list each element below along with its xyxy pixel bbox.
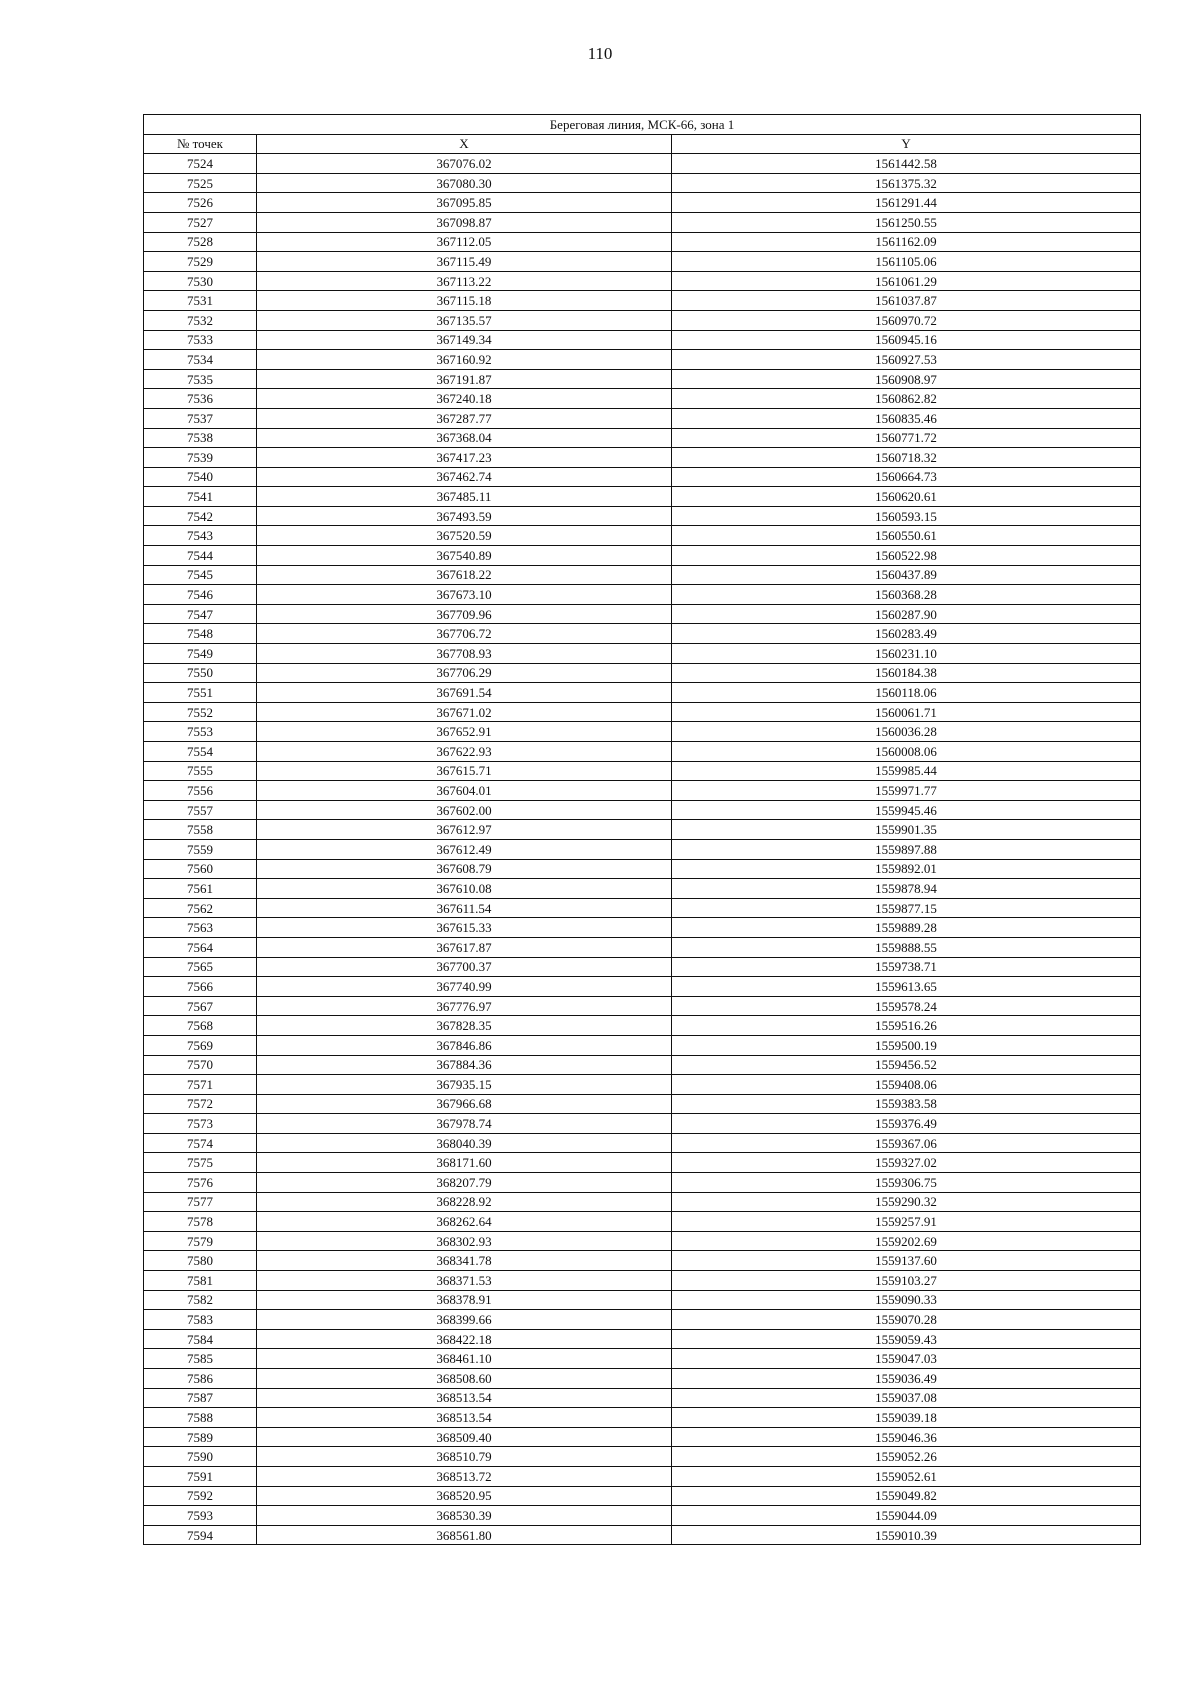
y-coordinate-cell: 1560118.06	[672, 683, 1141, 703]
y-coordinate-cell: 1559367.06	[672, 1133, 1141, 1153]
x-coordinate-cell: 367608.79	[257, 859, 672, 879]
y-coordinate-cell: 1559500.19	[672, 1035, 1141, 1055]
point-number-cell: 7550	[144, 663, 257, 683]
table-row	[144, 1114, 1141, 1134]
x-coordinate-cell: 367115.18	[257, 291, 672, 311]
x-coordinate-cell: 367493.59	[257, 506, 672, 526]
y-coordinate-cell: 1560283.49	[672, 624, 1141, 644]
point-number-cell: 7538	[144, 428, 257, 448]
x-coordinate-cell: 367612.49	[257, 839, 672, 859]
x-coordinate-cell: 367113.22	[257, 271, 672, 291]
y-coordinate-cell: 1561291.44	[672, 193, 1141, 213]
table-row	[144, 1133, 1141, 1153]
y-coordinate-cell: 1560718.32	[672, 448, 1141, 468]
x-coordinate-cell: 367615.71	[257, 761, 672, 781]
point-number-cell: 7549	[144, 644, 257, 664]
y-coordinate-cell: 1560593.15	[672, 506, 1141, 526]
point-number-cell: 7592	[144, 1486, 257, 1506]
x-coordinate-cell: 367520.59	[257, 526, 672, 546]
point-number-cell: 7569	[144, 1035, 257, 1055]
x-coordinate-cell: 367604.01	[257, 781, 672, 801]
point-number-cell: 7559	[144, 839, 257, 859]
x-coordinate-cell: 367652.91	[257, 722, 672, 742]
y-coordinate-cell: 1561037.87	[672, 291, 1141, 311]
x-coordinate-cell: 367828.35	[257, 1016, 672, 1036]
table-row	[144, 291, 1141, 311]
x-coordinate-cell: 368399.66	[257, 1310, 672, 1330]
x-coordinate-cell: 367776.97	[257, 996, 672, 1016]
x-coordinate-cell: 367149.34	[257, 330, 672, 350]
y-coordinate-cell: 1559613.65	[672, 977, 1141, 997]
y-coordinate-cell: 1561442.58	[672, 154, 1141, 174]
y-coordinate-cell: 1560862.82	[672, 389, 1141, 409]
y-coordinate-cell: 1559945.46	[672, 800, 1141, 820]
table-row	[144, 859, 1141, 879]
table-caption: Береговая линия, МСК-66, зона 1	[144, 115, 1141, 135]
table-row	[144, 1016, 1141, 1036]
x-coordinate-cell: 368508.60	[257, 1369, 672, 1389]
table-row	[144, 1329, 1141, 1349]
y-coordinate-cell: 1559010.39	[672, 1525, 1141, 1545]
table-row	[144, 898, 1141, 918]
coordinates-table	[143, 114, 1141, 1545]
point-number-cell: 7531	[144, 291, 257, 311]
x-coordinate-cell: 367615.33	[257, 918, 672, 938]
y-coordinate-cell: 1560231.10	[672, 644, 1141, 664]
table-row	[144, 1251, 1141, 1271]
page-number: 110	[587, 44, 613, 63]
y-coordinate-cell: 1559037.08	[672, 1388, 1141, 1408]
table-row	[144, 1447, 1141, 1467]
table-row	[144, 604, 1141, 624]
y-coordinate-cell: 1559306.75	[672, 1173, 1141, 1193]
y-coordinate-cell: 1561162.09	[672, 232, 1141, 252]
y-coordinate-cell: 1560908.97	[672, 369, 1141, 389]
table-row	[144, 1310, 1141, 1330]
x-coordinate-cell: 367112.05	[257, 232, 672, 252]
y-coordinate-cell: 1559738.71	[672, 957, 1141, 977]
point-number-cell: 7580	[144, 1251, 257, 1271]
table-row	[144, 957, 1141, 977]
x-coordinate-cell: 367884.36	[257, 1055, 672, 1075]
x-coordinate-cell: 368171.60	[257, 1153, 672, 1173]
x-coordinate-cell: 367709.96	[257, 604, 672, 624]
point-number-cell: 7587	[144, 1388, 257, 1408]
point-number-cell: 7558	[144, 820, 257, 840]
y-coordinate-cell: 1559578.24	[672, 996, 1141, 1016]
table-row	[144, 761, 1141, 781]
table-row	[144, 1506, 1141, 1526]
x-coordinate-cell: 367417.23	[257, 448, 672, 468]
x-coordinate-cell: 367368.04	[257, 428, 672, 448]
table-row	[144, 1427, 1141, 1447]
table-row	[144, 506, 1141, 526]
x-coordinate-cell: 368561.80	[257, 1525, 672, 1545]
x-coordinate-cell: 367978.74	[257, 1114, 672, 1134]
point-number-cell: 7536	[144, 389, 257, 409]
table-row	[144, 369, 1141, 389]
point-number-cell: 7583	[144, 1310, 257, 1330]
point-number-cell: 7581	[144, 1271, 257, 1291]
table-row	[144, 1212, 1141, 1232]
y-coordinate-cell: 1560664.73	[672, 467, 1141, 487]
x-coordinate-cell: 367098.87	[257, 212, 672, 232]
point-number-cell: 7543	[144, 526, 257, 546]
x-coordinate-cell: 367076.02	[257, 154, 672, 174]
x-coordinate-cell: 368513.72	[257, 1466, 672, 1486]
table-row	[144, 644, 1141, 664]
x-coordinate-cell: 367080.30	[257, 173, 672, 193]
table-row	[144, 487, 1141, 507]
y-coordinate-cell: 1559039.18	[672, 1408, 1141, 1428]
table-row	[144, 408, 1141, 428]
table-row	[144, 1192, 1141, 1212]
y-coordinate-cell: 1559070.28	[672, 1310, 1141, 1330]
y-coordinate-cell: 1559036.49	[672, 1369, 1141, 1389]
table-row	[144, 996, 1141, 1016]
point-number-cell: 7585	[144, 1349, 257, 1369]
y-coordinate-cell: 1559103.27	[672, 1271, 1141, 1291]
point-number-cell: 7552	[144, 702, 257, 722]
table-row	[144, 350, 1141, 370]
point-number-cell: 7539	[144, 448, 257, 468]
table-row	[144, 389, 1141, 409]
x-coordinate-cell: 368262.64	[257, 1212, 672, 1232]
table-row	[144, 781, 1141, 801]
y-coordinate-cell: 1559046.36	[672, 1427, 1141, 1447]
table-row	[144, 1466, 1141, 1486]
column-header-y: Y	[672, 134, 1141, 154]
table-row	[144, 1486, 1141, 1506]
y-coordinate-cell: 1559383.58	[672, 1094, 1141, 1114]
x-coordinate-cell: 368510.79	[257, 1447, 672, 1467]
table-row	[144, 722, 1141, 742]
y-coordinate-cell: 1560036.28	[672, 722, 1141, 742]
y-coordinate-cell: 1560945.16	[672, 330, 1141, 350]
point-number-cell: 7530	[144, 271, 257, 291]
table-row	[144, 1408, 1141, 1428]
table-row	[144, 839, 1141, 859]
y-coordinate-cell: 1559888.55	[672, 937, 1141, 957]
point-number-cell: 7556	[144, 781, 257, 801]
x-coordinate-cell: 367160.92	[257, 350, 672, 370]
table-row	[144, 271, 1141, 291]
point-number-cell: 7574	[144, 1133, 257, 1153]
table-row	[144, 1075, 1141, 1095]
point-number-cell: 7567	[144, 996, 257, 1016]
y-coordinate-cell: 1559878.94	[672, 879, 1141, 899]
table-row	[144, 1055, 1141, 1075]
y-coordinate-cell: 1559327.02	[672, 1153, 1141, 1173]
table-row	[144, 800, 1141, 820]
table-row	[144, 1153, 1141, 1173]
point-number-cell: 7532	[144, 310, 257, 330]
x-coordinate-cell: 368520.95	[257, 1486, 672, 1506]
point-number-cell: 7524	[144, 154, 257, 174]
table-row	[144, 702, 1141, 722]
y-coordinate-cell: 1559516.26	[672, 1016, 1141, 1036]
point-number-cell: 7566	[144, 977, 257, 997]
y-coordinate-cell: 1559408.06	[672, 1075, 1141, 1095]
y-coordinate-cell: 1561250.55	[672, 212, 1141, 232]
x-coordinate-cell: 367540.89	[257, 546, 672, 566]
y-coordinate-cell: 1560550.61	[672, 526, 1141, 546]
x-coordinate-cell: 367611.54	[257, 898, 672, 918]
point-number-cell: 7541	[144, 487, 257, 507]
point-number-cell: 7548	[144, 624, 257, 644]
x-coordinate-cell: 367966.68	[257, 1094, 672, 1114]
table-row	[144, 546, 1141, 566]
y-coordinate-cell: 1559052.61	[672, 1466, 1141, 1486]
x-coordinate-cell: 368040.39	[257, 1133, 672, 1153]
x-coordinate-cell: 367708.93	[257, 644, 672, 664]
table-row	[144, 1525, 1141, 1545]
point-number-cell: 7570	[144, 1055, 257, 1075]
x-coordinate-cell: 368461.10	[257, 1349, 672, 1369]
x-coordinate-cell: 367935.15	[257, 1075, 672, 1095]
point-number-cell: 7537	[144, 408, 257, 428]
point-number-cell: 7533	[144, 330, 257, 350]
table-row	[144, 585, 1141, 605]
y-coordinate-cell: 1559971.77	[672, 781, 1141, 801]
point-number-cell: 7529	[144, 252, 257, 272]
y-coordinate-cell: 1560970.72	[672, 310, 1141, 330]
point-number-cell: 7571	[144, 1075, 257, 1095]
table-row	[144, 1094, 1141, 1114]
point-number-cell: 7575	[144, 1153, 257, 1173]
y-coordinate-cell: 1560061.71	[672, 702, 1141, 722]
point-number-cell: 7588	[144, 1408, 257, 1428]
x-coordinate-cell: 367610.08	[257, 879, 672, 899]
y-coordinate-cell: 1559376.49	[672, 1114, 1141, 1134]
y-coordinate-cell: 1559877.15	[672, 898, 1141, 918]
x-coordinate-cell: 367115.49	[257, 252, 672, 272]
column-header-x: X	[257, 134, 672, 154]
y-coordinate-cell: 1560522.98	[672, 546, 1141, 566]
y-coordinate-cell: 1559290.32	[672, 1192, 1141, 1212]
x-coordinate-cell: 367191.87	[257, 369, 672, 389]
y-coordinate-cell: 1560008.06	[672, 742, 1141, 762]
x-coordinate-cell: 368228.92	[257, 1192, 672, 1212]
x-coordinate-cell: 367618.22	[257, 565, 672, 585]
y-coordinate-cell: 1559892.01	[672, 859, 1141, 879]
table-row	[144, 467, 1141, 487]
x-coordinate-cell: 367622.93	[257, 742, 672, 762]
y-coordinate-cell: 1559889.28	[672, 918, 1141, 938]
x-coordinate-cell: 367691.54	[257, 683, 672, 703]
x-coordinate-cell: 368378.91	[257, 1290, 672, 1310]
y-coordinate-cell: 1559047.03	[672, 1349, 1141, 1369]
table-row	[144, 1349, 1141, 1369]
x-coordinate-cell: 367617.87	[257, 937, 672, 957]
point-number-cell: 7572	[144, 1094, 257, 1114]
point-number-cell: 7563	[144, 918, 257, 938]
table-row	[144, 918, 1141, 938]
point-number-cell: 7528	[144, 232, 257, 252]
y-coordinate-cell: 1559137.60	[672, 1251, 1141, 1271]
table-row	[144, 1290, 1141, 1310]
point-number-cell: 7593	[144, 1506, 257, 1526]
point-number-cell: 7544	[144, 546, 257, 566]
point-number-cell: 7562	[144, 898, 257, 918]
x-coordinate-cell: 367706.72	[257, 624, 672, 644]
table-row	[144, 428, 1141, 448]
table-row	[144, 232, 1141, 252]
table-row	[144, 1173, 1141, 1193]
table-row	[144, 937, 1141, 957]
table-row	[144, 252, 1141, 272]
table-row	[144, 624, 1141, 644]
x-coordinate-cell: 368207.79	[257, 1173, 672, 1193]
table-row	[144, 879, 1141, 899]
y-coordinate-cell: 1560927.53	[672, 350, 1141, 370]
column-header-point-number: № точек	[144, 134, 257, 154]
point-number-cell: 7584	[144, 1329, 257, 1349]
x-coordinate-cell: 367671.02	[257, 702, 672, 722]
table-row	[144, 565, 1141, 585]
y-coordinate-cell: 1561375.32	[672, 173, 1141, 193]
y-coordinate-cell: 1559985.44	[672, 761, 1141, 781]
x-coordinate-cell: 368509.40	[257, 1427, 672, 1447]
point-number-cell: 7546	[144, 585, 257, 605]
x-coordinate-cell: 368513.54	[257, 1408, 672, 1428]
point-number-cell: 7557	[144, 800, 257, 820]
point-number-cell: 7573	[144, 1114, 257, 1134]
point-number-cell: 7594	[144, 1525, 257, 1545]
table-row	[144, 173, 1141, 193]
point-number-cell: 7527	[144, 212, 257, 232]
y-coordinate-cell: 1560620.61	[672, 487, 1141, 507]
x-coordinate-cell: 367602.00	[257, 800, 672, 820]
x-coordinate-cell: 368371.53	[257, 1271, 672, 1291]
x-coordinate-cell: 367673.10	[257, 585, 672, 605]
table-row	[144, 330, 1141, 350]
point-number-cell: 7565	[144, 957, 257, 977]
y-coordinate-cell: 1559456.52	[672, 1055, 1141, 1075]
table-row	[144, 820, 1141, 840]
point-number-cell: 7547	[144, 604, 257, 624]
point-number-cell: 7561	[144, 879, 257, 899]
point-number-cell: 7578	[144, 1212, 257, 1232]
table-caption-row	[144, 115, 1141, 135]
x-coordinate-cell: 367700.37	[257, 957, 672, 977]
table-row	[144, 1035, 1141, 1055]
table-row	[144, 1271, 1141, 1291]
table-row	[144, 1369, 1141, 1389]
y-coordinate-cell: 1560771.72	[672, 428, 1141, 448]
x-coordinate-cell: 367287.77	[257, 408, 672, 428]
point-number-cell: 7577	[144, 1192, 257, 1212]
table-row	[144, 310, 1141, 330]
y-coordinate-cell: 1559049.82	[672, 1486, 1141, 1506]
point-number-cell: 7568	[144, 1016, 257, 1036]
table-row	[144, 526, 1141, 546]
table-body	[144, 154, 1141, 1545]
point-number-cell: 7582	[144, 1290, 257, 1310]
x-coordinate-cell: 368302.93	[257, 1231, 672, 1251]
point-number-cell: 7586	[144, 1369, 257, 1389]
point-number-cell: 7555	[144, 761, 257, 781]
point-number-cell: 7591	[144, 1466, 257, 1486]
point-number-cell: 7589	[144, 1427, 257, 1447]
point-number-cell: 7534	[144, 350, 257, 370]
table-row	[144, 1388, 1141, 1408]
x-coordinate-cell: 367846.86	[257, 1035, 672, 1055]
table-row	[144, 742, 1141, 762]
x-coordinate-cell: 367485.11	[257, 487, 672, 507]
table-header-row	[144, 134, 1141, 154]
y-coordinate-cell: 1560437.89	[672, 565, 1141, 585]
x-coordinate-cell: 367740.99	[257, 977, 672, 997]
x-coordinate-cell: 368341.78	[257, 1251, 672, 1271]
point-number-cell: 7564	[144, 937, 257, 957]
y-coordinate-cell: 1559257.91	[672, 1212, 1141, 1232]
y-coordinate-cell: 1561061.29	[672, 271, 1141, 291]
point-number-cell: 7553	[144, 722, 257, 742]
point-number-cell: 7535	[144, 369, 257, 389]
y-coordinate-cell: 1559052.26	[672, 1447, 1141, 1467]
y-coordinate-cell: 1559059.43	[672, 1329, 1141, 1349]
table-row	[144, 193, 1141, 213]
x-coordinate-cell: 368513.54	[257, 1388, 672, 1408]
point-number-cell: 7576	[144, 1173, 257, 1193]
point-number-cell: 7579	[144, 1231, 257, 1251]
x-coordinate-cell: 368530.39	[257, 1506, 672, 1526]
point-number-cell: 7545	[144, 565, 257, 585]
x-coordinate-cell: 368422.18	[257, 1329, 672, 1349]
y-coordinate-cell: 1559901.35	[672, 820, 1141, 840]
table-row	[144, 663, 1141, 683]
table-row	[144, 977, 1141, 997]
y-coordinate-cell: 1559202.69	[672, 1231, 1141, 1251]
table-row	[144, 448, 1141, 468]
point-number-cell: 7542	[144, 506, 257, 526]
x-coordinate-cell: 367706.29	[257, 663, 672, 683]
table-row	[144, 212, 1141, 232]
table-row	[144, 683, 1141, 703]
point-number-cell: 7554	[144, 742, 257, 762]
y-coordinate-cell: 1559897.88	[672, 839, 1141, 859]
y-coordinate-cell: 1561105.06	[672, 252, 1141, 272]
point-number-cell: 7560	[144, 859, 257, 879]
y-coordinate-cell: 1559090.33	[672, 1290, 1141, 1310]
point-number-cell: 7551	[144, 683, 257, 703]
point-number-cell: 7526	[144, 193, 257, 213]
x-coordinate-cell: 367612.97	[257, 820, 672, 840]
x-coordinate-cell: 367462.74	[257, 467, 672, 487]
table-row	[144, 1231, 1141, 1251]
x-coordinate-cell: 367095.85	[257, 193, 672, 213]
x-coordinate-cell: 367240.18	[257, 389, 672, 409]
y-coordinate-cell: 1560835.46	[672, 408, 1141, 428]
y-coordinate-cell: 1560184.38	[672, 663, 1141, 683]
x-coordinate-cell: 367135.57	[257, 310, 672, 330]
point-number-cell: 7540	[144, 467, 257, 487]
y-coordinate-cell: 1560368.28	[672, 585, 1141, 605]
y-coordinate-cell: 1559044.09	[672, 1506, 1141, 1526]
point-number-cell: 7590	[144, 1447, 257, 1467]
table-row	[144, 154, 1141, 174]
y-coordinate-cell: 1560287.90	[672, 604, 1141, 624]
point-number-cell: 7525	[144, 173, 257, 193]
